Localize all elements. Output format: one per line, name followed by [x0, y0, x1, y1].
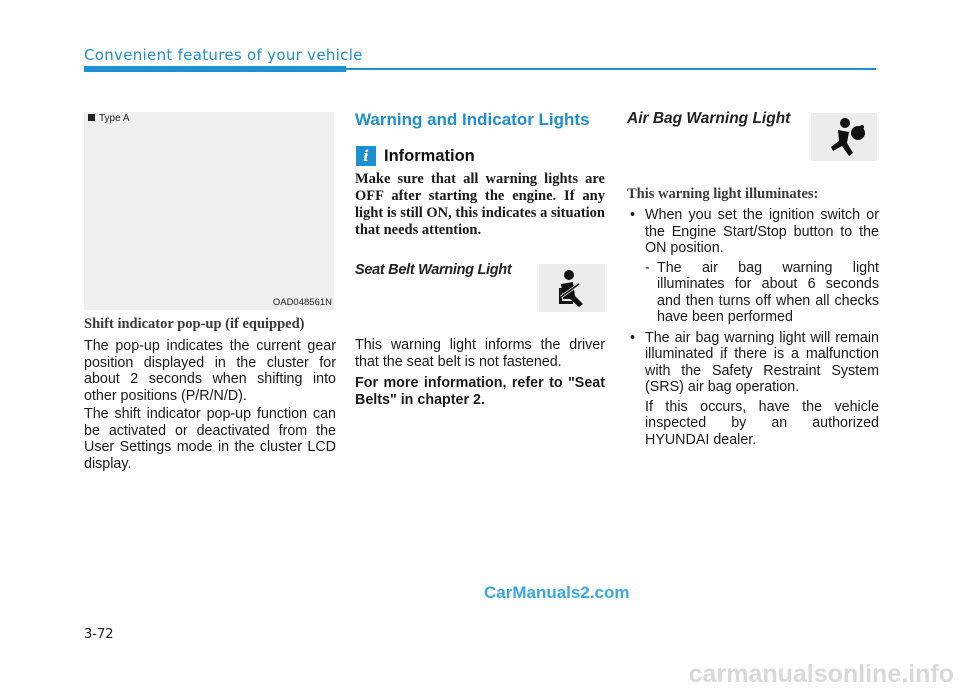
list-item-followup: If this occurs, have the vehicle inspected by an authorized HYUNDAI dealer. [645, 398, 879, 448]
shift-indicator-paragraph-2: The shift indicator pop-up function can be activated or deactivated from the User Settings mode in the cluster LCD display. [84, 406, 336, 472]
air-bag-list [627, 207, 879, 448]
section-rule-thick [84, 66, 346, 72]
shift-indicator-paragraph-1: The pop-up indicates the current gear position displayed in the cluster for about 2 seconds when shifting into other positions (P/R/N/D). [84, 338, 336, 404]
list-item-text: When you set the ignition switch or the Engine Start/Stop button to the ON position. [645, 207, 879, 256]
dash-icon: - [645, 259, 650, 276]
page-number: 3-72 [84, 627, 114, 642]
list-sub-item [627, 260, 879, 326]
information-icon: i [356, 146, 376, 166]
list-sub-item-text: The air bag warning light illuminates for about 6 seconds and then turns off when all checks have been performed [657, 259, 879, 325]
warning-lights-title: Warning and Indicator Lights [355, 110, 590, 129]
seat-belt-icon-box [539, 264, 605, 312]
bullet-icon: • [630, 329, 636, 346]
figure-type-text: Type A [99, 113, 130, 124]
figure-image [84, 112, 334, 310]
list-item-text: The air bag warning light will remain illuminated if there is a malfunction with the Safety Restraint System (SRS) air bag operation. [645, 329, 879, 395]
square-bullet-icon [88, 114, 95, 121]
air-bag-subheading: This warning light illuminates: [627, 186, 819, 202]
list-item [627, 330, 879, 396]
air-bag-warning-icon [811, 113, 877, 161]
figure-code: OAD048561N [272, 297, 332, 308]
information-text: Make sure that all warning lights are OFF after starting the engine. If any light is still ON, this indicates a situation that needs attention. [355, 171, 605, 238]
information-label: Information [384, 147, 475, 165]
seat-belt-warning-icon [539, 264, 605, 312]
shift-indicator-heading: Shift indicator pop-up (if equipped) [84, 316, 305, 332]
list-item [627, 207, 879, 257]
seat-belt-text: This warning light informs the driver that the seat belt is not fastened. [355, 337, 605, 370]
watermark-bottom: carmanualsonline.info [688, 660, 954, 688]
seat-belt-reference: For more information, refer to "Seat Belts" in chapter 2. [355, 375, 605, 408]
section-title: Convenient features of your vehicle [84, 46, 363, 64]
section-rule-thin [346, 68, 876, 70]
seat-belt-heading: Seat Belt Warning Light [355, 262, 512, 278]
watermark-top[interactable]: CarManuals2.com [484, 583, 630, 602]
bullet-icon: • [630, 207, 636, 223]
air-bag-icon-box [811, 113, 877, 161]
air-bag-heading: Air Bag Warning Light [627, 110, 791, 127]
figure-type-label [88, 113, 130, 124]
